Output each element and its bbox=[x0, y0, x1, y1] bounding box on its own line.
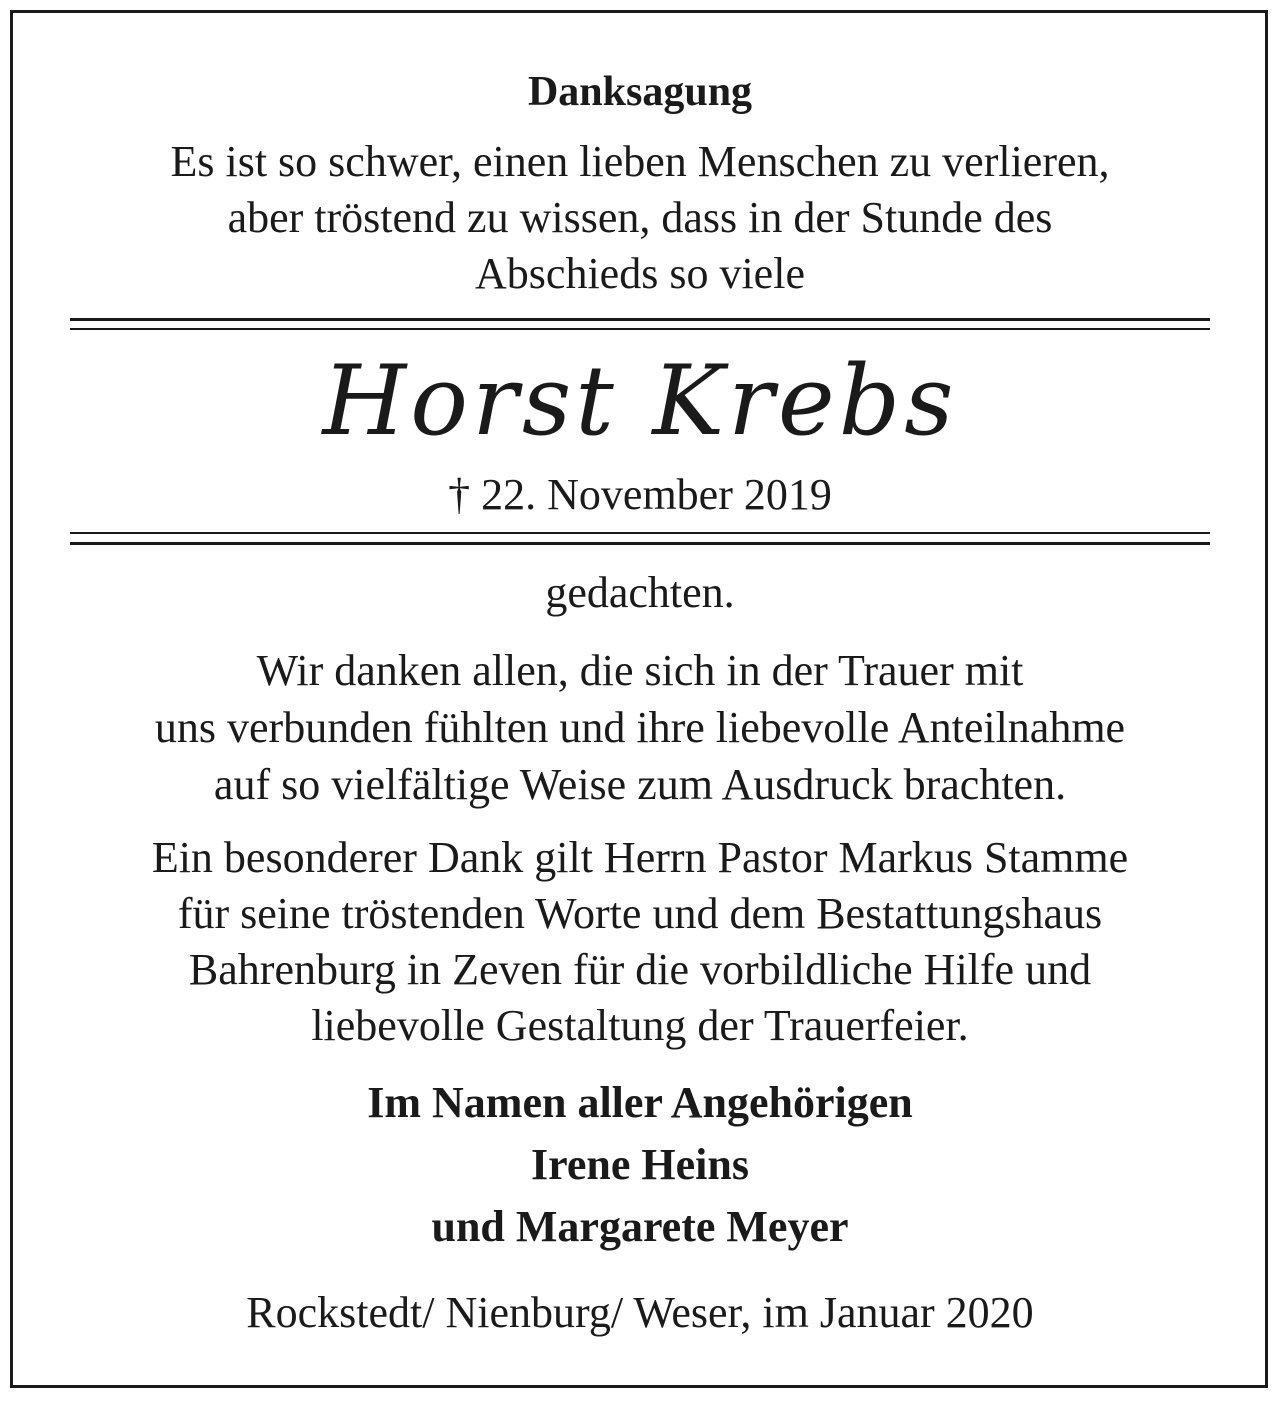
intro-line: Es ist so schwer, einen lieben Menschen zu verlieren, bbox=[170, 137, 1110, 186]
thanks-paragraph-2 bbox=[0, 830, 1280, 1054]
paragraph-line: liebevolle Gestaltung der Trauerfeier. bbox=[311, 1001, 969, 1050]
divider-line bbox=[70, 318, 1210, 321]
death-date: † 22. November 2019 bbox=[448, 470, 832, 519]
paragraph-line: für seine tröstenden Worte und dem Bestattungshaus bbox=[177, 889, 1103, 938]
intro-line: aber tröstend zu wissen, dass in der Stunde des bbox=[227, 193, 1053, 242]
paragraph-line: Ein besonderer Dank gilt Herrn Pastor Markus Stamme bbox=[151, 833, 1129, 882]
divider-line bbox=[70, 542, 1210, 545]
signature-line: Im Namen aller Angehörigen bbox=[367, 1078, 913, 1127]
paragraph-line: Bahrenburg in Zeven für die vorbildliche Hilfe und bbox=[188, 945, 1092, 994]
signature-line: und Margarete Meyer bbox=[431, 1202, 849, 1251]
intro-text bbox=[0, 134, 1280, 302]
divider-line bbox=[70, 328, 1210, 330]
paragraph-line: auf so vielfältige Weise zum Ausdruck brachten. bbox=[213, 760, 1067, 809]
place-and-date: Rockstedt/ Nienburg/ Weser, im Januar 2020 bbox=[246, 1288, 1034, 1337]
thanks-paragraph-1 bbox=[0, 642, 1280, 813]
paragraph-line: Wir danken allen, die sich in der Trauer mit bbox=[256, 646, 1024, 695]
divider-line bbox=[70, 532, 1210, 534]
signature-line: Irene Heins bbox=[531, 1140, 749, 1189]
intro-line: Abschieds so viele bbox=[475, 249, 805, 298]
signature-block bbox=[0, 1072, 1280, 1258]
gedachten-text: gedachten. bbox=[545, 568, 735, 617]
deceased-name: Horst Krebs bbox=[322, 345, 958, 457]
paragraph-line: uns verbunden fühlten und ihre liebevolle Anteilnahme bbox=[154, 703, 1126, 752]
notice-heading: Danksagung bbox=[527, 69, 753, 115]
